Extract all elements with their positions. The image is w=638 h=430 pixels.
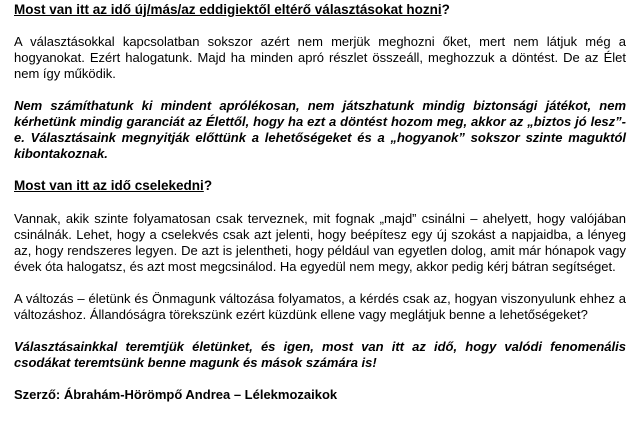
paragraph-choices-emphasis: Nem számíthatunk ki mindent aprólékosan, nem játszhatunk mindig biztonsági játékot, nem kérhetünk mindig garanciát az Élettől, hogy ha ezt a döntést hozom meg, akkor az „biztos jó lesz”-e. Választásaink megnyitják előttünk a lehetőségeket és a „hogyanok” sokszor szinte maguktól kibontakoznak. — [14, 98, 626, 161]
paragraph-closing-emphasis: Választásainkkal teremtjük életünket, és igen, most van itt az idő, hogy valódi fenomenális csodákat teremtsünk benne magunk és mások számára is! — [14, 339, 626, 370]
heading-new-choices-question-mark: ? — [441, 2, 450, 17]
heading-act-now-question-mark: ? — [203, 178, 213, 193]
heading-act-now-text: Most van itt az idő cselekedni — [14, 178, 204, 193]
author-credit: Szerző: Ábrahám-Hörömpő Andrea – Lélekmozaikok — [14, 387, 338, 402]
paragraph-change: A változás – életünk és Önmagunk változása folyamatos, a kérdés csak az, hogyan viszonyulunk ehhez a változáshoz. Állandóságra törekszünk ezért küzdünk ellene vagy meglátjuk benne a lehetőségeket? — [14, 291, 626, 322]
heading-new-choices — [14, 2, 626, 18]
paragraph-planners: Vannak, akik szinte folyamatosan csak terveznek, mit fognak „majd” csinálni – ahelyett, hogy valójában csinálnák. Lehet, hogy a cselekvés csak azt jelenti, hogy beépítesz egy új szokást a napjaidba, a lényeg az, hogy rendszeres legyen. De azt is jelentheti, hogy például van egyetlen dolog, amit már hónapok vagy évek óta halogatsz, és azt most megcsinálod. Ha egyedül nem megy, akkor pedig kérj bátran segítséget. — [14, 211, 626, 274]
paragraph-choices-intro: A választásokkal kapcsolatban sokszor azért nem merjük meghozni őket, mert nem látjuk még a hogyanokat. Ezért halogatunk. Majd ha minden apró részlet összeáll, meghozzuk a döntést. De az Élet nem így működik. — [14, 34, 626, 81]
article — [14, 2, 626, 403]
heading-new-choices-text: Most van itt az idő új/más/az eddigiektől eltérő választásokat hozni — [14, 2, 442, 17]
heading-act-now — [14, 178, 626, 194]
